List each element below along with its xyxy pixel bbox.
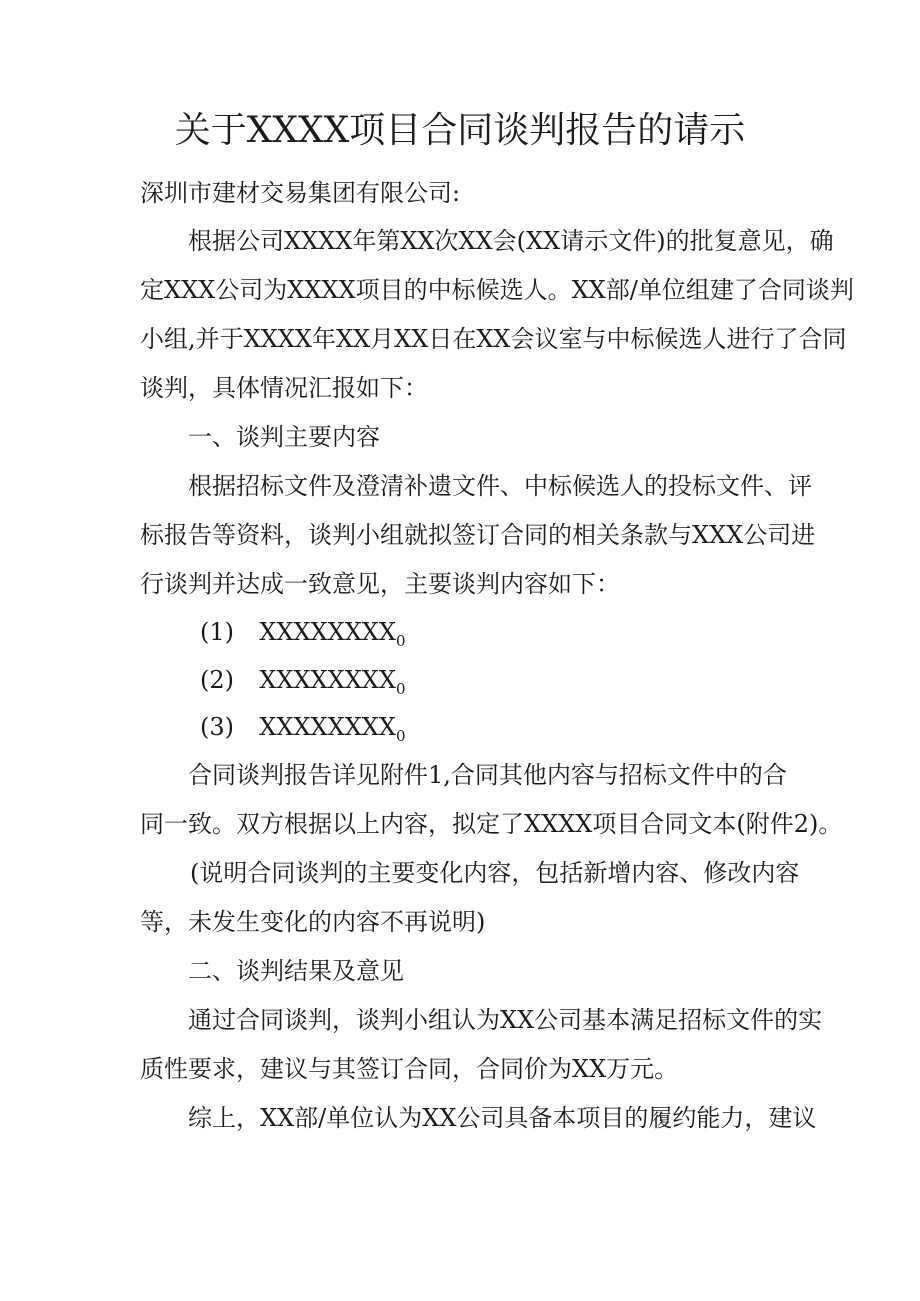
list-item-number: (3) <box>200 713 234 741</box>
addressee: 深圳市建材交易集团有限公司: <box>140 179 461 207</box>
list-item-number: (1) <box>200 618 234 646</box>
list-item-text: XXXXXXXX <box>259 666 396 694</box>
paragraph-line: 合同谈判报告详见附件1,合同其他内容与招标文件中的合 <box>188 761 787 789</box>
paragraph-line: 小组,并于XXXX年XX月XX日在XX会议室与中标候选人进行了合同 <box>140 325 847 353</box>
list-item-text: XXXXXXXX <box>259 618 396 646</box>
paragraph-line: 同一致。双方根据以上内容，拟定了XXXX项目合同文本(附件2)。 <box>140 810 843 838</box>
section-heading-2: 二、谈判结果及意见 <box>188 957 404 985</box>
paragraph-line: 通过合同谈判，谈判小组认为XX公司基本满足招标文件的实 <box>188 1006 823 1034</box>
list-item <box>200 614 845 650</box>
document-title: 关于XXXX项目合同谈判报告的请示 <box>174 110 746 151</box>
paragraph-line: 综上，XX部/单位认为XX公司具备本项目的履约能力，建议 <box>188 1104 817 1132</box>
paragraph-line: 质性要求，建议与其签订合同，合同价为XX万元。 <box>140 1055 679 1083</box>
paragraph-line: 等，未发生变化的内容不再说明) <box>140 908 486 936</box>
list-item-subscript: 0 <box>395 680 406 698</box>
list-item <box>200 662 845 698</box>
list-item <box>200 709 845 745</box>
paragraph-line: 定XXX公司为XXXX项目的中标候选人。XX部/单位组建了合同谈判 <box>140 276 854 304</box>
paragraph-line: 标报告等资料，谈判小组就拟签订合同的相关条款与XXX公司进 <box>140 521 816 549</box>
paragraph-line: 根据公司XXXX年第XX次XX会(XX请示文件)的批复意见，确 <box>188 227 834 255</box>
paragraph-line: 谈判，具体情况汇报如下： <box>140 374 428 402</box>
section-heading-1: 一、谈判主要内容 <box>188 423 380 451</box>
list-item-subscript: 0 <box>395 727 406 745</box>
paragraph-line: 行谈判并达成一致意见，主要谈判内容如下： <box>140 570 620 598</box>
list-item-number: (2) <box>200 666 234 694</box>
list-item-text: XXXXXXXX <box>259 713 396 741</box>
list-item-subscript: 0 <box>395 632 406 650</box>
paragraph-line: 根据招标文件及澄清补遗文件、中标候选人的投标文件、评 <box>188 472 812 500</box>
paragraph-line: (说明合同谈判的主要变化内容，包括新增内容、修改内容 <box>190 859 800 887</box>
